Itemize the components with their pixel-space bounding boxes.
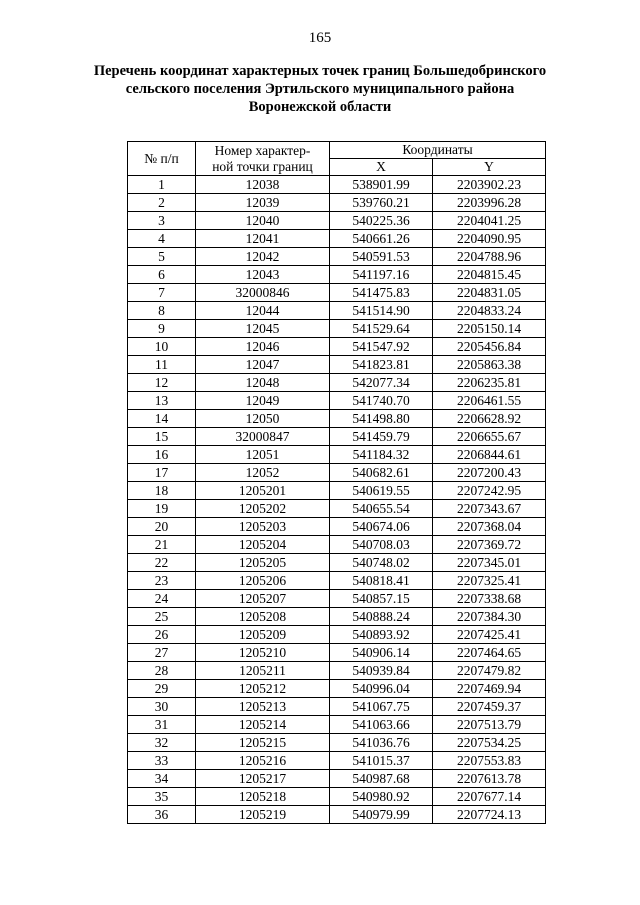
table-row xyxy=(128,698,546,716)
row-number-cell: 25 xyxy=(128,608,196,626)
table-row xyxy=(128,572,546,590)
y-coordinate-cell: 2207345.01 xyxy=(433,554,546,572)
table-row xyxy=(128,428,546,446)
x-coordinate-cell: 541063.66 xyxy=(330,716,433,734)
point-number-cell: 1205202 xyxy=(196,500,330,518)
x-coordinate-cell: 540979.99 xyxy=(330,806,433,824)
table-row xyxy=(128,536,546,554)
header-y: Y xyxy=(433,159,546,176)
point-number-cell: 1205212 xyxy=(196,680,330,698)
row-number-cell: 6 xyxy=(128,266,196,284)
table-row xyxy=(128,356,546,374)
point-number-cell: 12042 xyxy=(196,248,330,266)
title-line: Перечень координат характерных точек границ Большедобринского xyxy=(93,63,547,79)
table-row xyxy=(128,410,546,428)
row-number-cell: 36 xyxy=(128,806,196,824)
row-number-cell: 28 xyxy=(128,662,196,680)
x-coordinate-cell: 541184.32 xyxy=(330,446,433,464)
header-x: X xyxy=(330,159,433,176)
point-number-cell: 32000846 xyxy=(196,284,330,302)
x-coordinate-cell: 540748.02 xyxy=(330,554,433,572)
x-coordinate-cell: 540906.14 xyxy=(330,644,433,662)
row-number-cell: 18 xyxy=(128,482,196,500)
y-coordinate-cell: 2206235.81 xyxy=(433,374,546,392)
row-number-cell: 30 xyxy=(128,698,196,716)
table-row xyxy=(128,626,546,644)
point-number-cell: 32000847 xyxy=(196,428,330,446)
x-coordinate-cell: 540225.36 xyxy=(330,212,433,230)
row-number-cell: 26 xyxy=(128,626,196,644)
table-row xyxy=(128,392,546,410)
table-row xyxy=(128,302,546,320)
y-coordinate-cell: 2207425.41 xyxy=(433,626,546,644)
point-number-cell: 12047 xyxy=(196,356,330,374)
table-row xyxy=(128,212,546,230)
header-num: № п/п xyxy=(128,142,196,176)
point-number-cell: 12040 xyxy=(196,212,330,230)
y-coordinate-cell: 2207369.72 xyxy=(433,536,546,554)
y-coordinate-cell: 2206461.55 xyxy=(433,392,546,410)
table-row xyxy=(128,284,546,302)
y-coordinate-cell: 2207513.79 xyxy=(433,716,546,734)
table-row xyxy=(128,788,546,806)
point-number-cell: 1205218 xyxy=(196,788,330,806)
table-row xyxy=(128,662,546,680)
title-line: сельского поселения Эртильского муниципального района xyxy=(125,81,515,97)
x-coordinate-cell: 538901.99 xyxy=(330,176,433,194)
point-number-cell: 12052 xyxy=(196,464,330,482)
y-coordinate-cell: 2207325.41 xyxy=(433,572,546,590)
y-coordinate-cell: 2204831.05 xyxy=(433,284,546,302)
y-coordinate-cell: 2207368.04 xyxy=(433,518,546,536)
table-row xyxy=(128,266,546,284)
row-number-cell: 2 xyxy=(128,194,196,212)
y-coordinate-cell: 2207479.82 xyxy=(433,662,546,680)
header-coordinates: Координаты xyxy=(330,142,546,159)
y-coordinate-cell: 2206844.61 xyxy=(433,446,546,464)
point-number-cell: 1205214 xyxy=(196,716,330,734)
table-row xyxy=(128,680,546,698)
row-number-cell: 11 xyxy=(128,356,196,374)
row-number-cell: 24 xyxy=(128,590,196,608)
row-number-cell: 23 xyxy=(128,572,196,590)
y-coordinate-cell: 2204788.96 xyxy=(433,248,546,266)
point-number-cell: 1205217 xyxy=(196,770,330,788)
table-row xyxy=(128,716,546,734)
x-coordinate-cell: 540682.61 xyxy=(330,464,433,482)
table-row xyxy=(128,554,546,572)
y-coordinate-cell: 2207338.68 xyxy=(433,590,546,608)
y-coordinate-cell: 2204090.95 xyxy=(433,230,546,248)
title-line: Воронежской области xyxy=(248,99,392,115)
point-number-cell: 12048 xyxy=(196,374,330,392)
point-number-cell: 1205209 xyxy=(196,626,330,644)
x-coordinate-cell: 540655.54 xyxy=(330,500,433,518)
header-point-line: Номер характер- xyxy=(214,142,311,158)
x-coordinate-cell: 540857.15 xyxy=(330,590,433,608)
table-row xyxy=(128,518,546,536)
point-number-cell: 12039 xyxy=(196,194,330,212)
point-number-cell: 1205215 xyxy=(196,734,330,752)
x-coordinate-cell: 541547.92 xyxy=(330,338,433,356)
y-coordinate-cell: 2205863.38 xyxy=(433,356,546,374)
y-coordinate-cell: 2207553.83 xyxy=(433,752,546,770)
table-row xyxy=(128,590,546,608)
row-number-cell: 16 xyxy=(128,446,196,464)
x-coordinate-cell: 540591.53 xyxy=(330,248,433,266)
x-coordinate-cell: 541740.70 xyxy=(330,392,433,410)
point-number-cell: 1205206 xyxy=(196,572,330,590)
table-row xyxy=(128,734,546,752)
x-coordinate-cell: 541529.64 xyxy=(330,320,433,338)
y-coordinate-cell: 2206628.92 xyxy=(433,410,546,428)
y-coordinate-cell: 2207343.67 xyxy=(433,500,546,518)
y-coordinate-cell: 2207384.30 xyxy=(433,608,546,626)
row-number-cell: 15 xyxy=(128,428,196,446)
table-row xyxy=(128,230,546,248)
table-row xyxy=(128,500,546,518)
row-number-cell: 27 xyxy=(128,644,196,662)
row-number-cell: 1 xyxy=(128,176,196,194)
row-number-cell: 17 xyxy=(128,464,196,482)
table-row xyxy=(128,464,546,482)
x-coordinate-cell: 541498.80 xyxy=(330,410,433,428)
x-coordinate-cell: 540980.92 xyxy=(330,788,433,806)
header-point-number xyxy=(196,142,330,176)
point-number-cell: 1205211 xyxy=(196,662,330,680)
row-number-cell: 14 xyxy=(128,410,196,428)
x-coordinate-cell: 540987.68 xyxy=(330,770,433,788)
x-coordinate-cell: 541015.37 xyxy=(330,752,433,770)
x-coordinate-cell: 541067.75 xyxy=(330,698,433,716)
x-coordinate-cell: 540818.41 xyxy=(330,572,433,590)
y-coordinate-cell: 2207534.25 xyxy=(433,734,546,752)
table-row xyxy=(128,446,546,464)
x-coordinate-cell: 541823.81 xyxy=(330,356,433,374)
x-coordinate-cell: 540661.26 xyxy=(330,230,433,248)
point-number-cell: 12046 xyxy=(196,338,330,356)
y-coordinate-cell: 2203996.28 xyxy=(433,194,546,212)
y-coordinate-cell: 2205150.14 xyxy=(433,320,546,338)
row-number-cell: 9 xyxy=(128,320,196,338)
y-coordinate-cell: 2204815.45 xyxy=(433,266,546,284)
y-coordinate-cell: 2207459.37 xyxy=(433,698,546,716)
point-number-cell: 1205213 xyxy=(196,698,330,716)
y-coordinate-cell: 2207613.78 xyxy=(433,770,546,788)
point-number-cell: 12045 xyxy=(196,320,330,338)
point-number-cell: 12049 xyxy=(196,392,330,410)
point-number-cell: 12050 xyxy=(196,410,330,428)
coordinates-table xyxy=(127,141,546,824)
x-coordinate-cell: 541514.90 xyxy=(330,302,433,320)
point-number-cell: 1205205 xyxy=(196,554,330,572)
y-coordinate-cell: 2204041.25 xyxy=(433,212,546,230)
row-number-cell: 21 xyxy=(128,536,196,554)
x-coordinate-cell: 541459.79 xyxy=(330,428,433,446)
row-number-cell: 20 xyxy=(128,518,196,536)
y-coordinate-cell: 2206655.67 xyxy=(433,428,546,446)
x-coordinate-cell: 540939.84 xyxy=(330,662,433,680)
x-coordinate-cell: 540674.06 xyxy=(330,518,433,536)
point-number-cell: 1205204 xyxy=(196,536,330,554)
x-coordinate-cell: 540708.03 xyxy=(330,536,433,554)
row-number-cell: 8 xyxy=(128,302,196,320)
y-coordinate-cell: 2207469.94 xyxy=(433,680,546,698)
page-number: 165 xyxy=(308,30,332,46)
point-number-cell: 12043 xyxy=(196,266,330,284)
row-number-cell: 31 xyxy=(128,716,196,734)
x-coordinate-cell: 540893.92 xyxy=(330,626,433,644)
table-header-row xyxy=(128,142,546,159)
row-number-cell: 29 xyxy=(128,680,196,698)
row-number-cell: 19 xyxy=(128,500,196,518)
table-row xyxy=(128,770,546,788)
y-coordinate-cell: 2207724.13 xyxy=(433,806,546,824)
row-number-cell: 7 xyxy=(128,284,196,302)
y-coordinate-cell: 2204833.24 xyxy=(433,302,546,320)
x-coordinate-cell: 540619.55 xyxy=(330,482,433,500)
row-number-cell: 4 xyxy=(128,230,196,248)
point-number-cell: 12051 xyxy=(196,446,330,464)
point-number-cell: 12044 xyxy=(196,302,330,320)
row-number-cell: 5 xyxy=(128,248,196,266)
table-body xyxy=(128,176,546,824)
row-number-cell: 10 xyxy=(128,338,196,356)
table-row xyxy=(128,338,546,356)
table-row xyxy=(128,644,546,662)
table-row xyxy=(128,482,546,500)
x-coordinate-cell: 540888.24 xyxy=(330,608,433,626)
row-number-cell: 12 xyxy=(128,374,196,392)
y-coordinate-cell: 2207242.95 xyxy=(433,482,546,500)
row-number-cell: 22 xyxy=(128,554,196,572)
row-number-cell: 13 xyxy=(128,392,196,410)
row-number-cell: 34 xyxy=(128,770,196,788)
x-coordinate-cell: 541475.83 xyxy=(330,284,433,302)
row-number-cell: 35 xyxy=(128,788,196,806)
y-coordinate-cell: 2205456.84 xyxy=(433,338,546,356)
point-number-cell: 1205201 xyxy=(196,482,330,500)
point-number-cell: 1205210 xyxy=(196,644,330,662)
table-row xyxy=(128,194,546,212)
x-coordinate-cell: 539760.21 xyxy=(330,194,433,212)
point-number-cell: 1205208 xyxy=(196,608,330,626)
x-coordinate-cell: 542077.34 xyxy=(330,374,433,392)
table-row xyxy=(128,806,546,824)
x-coordinate-cell: 540996.04 xyxy=(330,680,433,698)
table-row xyxy=(128,752,546,770)
document-title xyxy=(80,62,560,116)
header-point-line: ной точки границ xyxy=(212,158,313,174)
table-row xyxy=(128,176,546,194)
y-coordinate-cell: 2203902.23 xyxy=(433,176,546,194)
point-number-cell: 12038 xyxy=(196,176,330,194)
row-number-cell: 3 xyxy=(128,212,196,230)
table-row xyxy=(128,248,546,266)
table-row xyxy=(128,320,546,338)
y-coordinate-cell: 2207200.43 xyxy=(433,464,546,482)
table-row xyxy=(128,608,546,626)
row-number-cell: 33 xyxy=(128,752,196,770)
point-number-cell: 1205203 xyxy=(196,518,330,536)
row-number-cell: 32 xyxy=(128,734,196,752)
point-number-cell: 1205207 xyxy=(196,590,330,608)
point-number-cell: 1205216 xyxy=(196,752,330,770)
x-coordinate-cell: 541036.76 xyxy=(330,734,433,752)
table-row xyxy=(128,374,546,392)
y-coordinate-cell: 2207677.14 xyxy=(433,788,546,806)
x-coordinate-cell: 541197.16 xyxy=(330,266,433,284)
y-coordinate-cell: 2207464.65 xyxy=(433,644,546,662)
point-number-cell: 1205219 xyxy=(196,806,330,824)
point-number-cell: 12041 xyxy=(196,230,330,248)
